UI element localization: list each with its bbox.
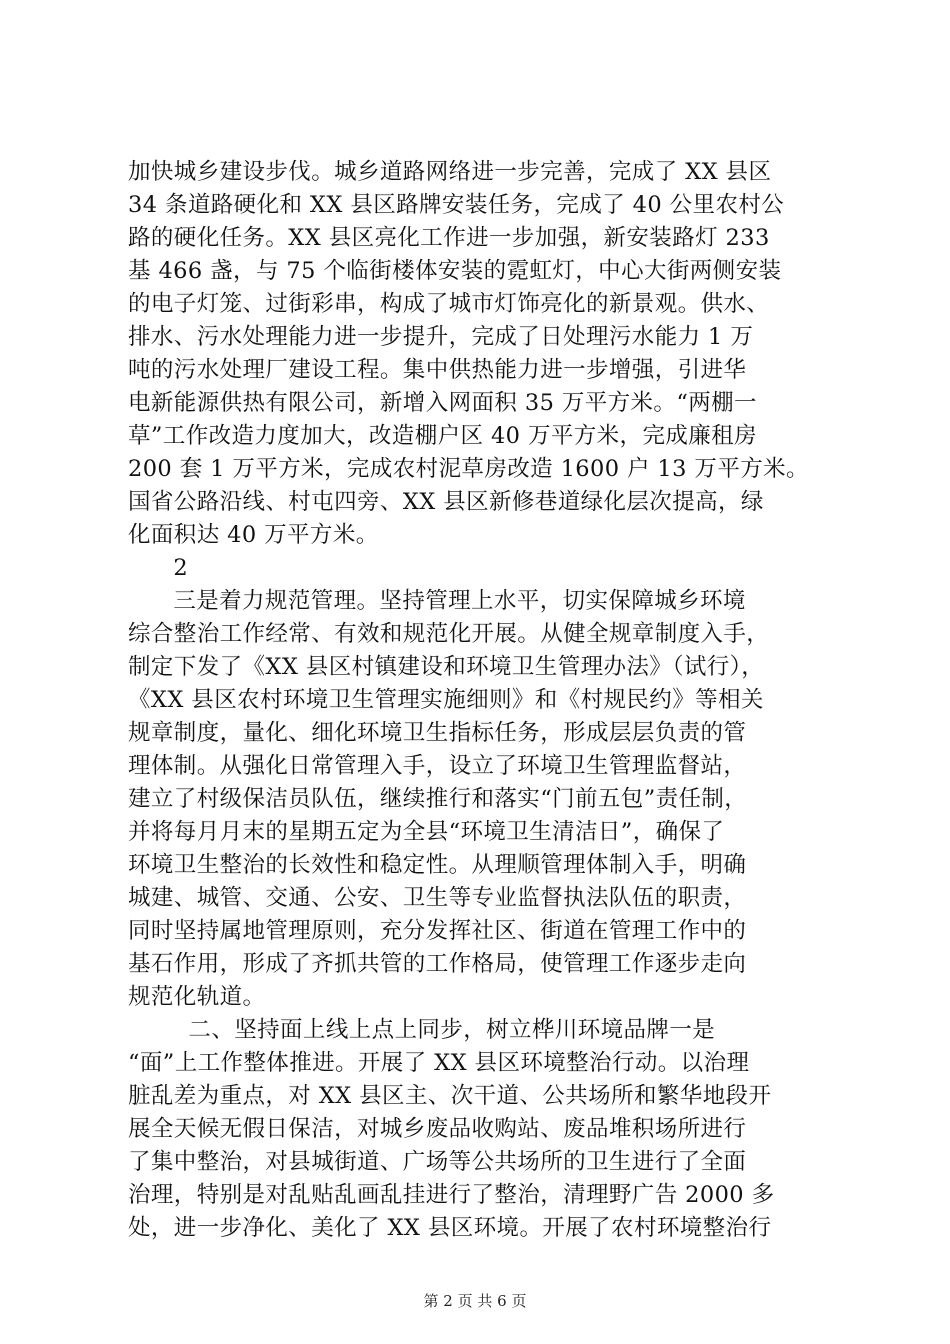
body-text [128, 156, 828, 1245]
text-line: 了集中整治，对县城街道、广场等公共场所的卫生进行了全面 [128, 1149, 747, 1175]
text-line: 路的硬化任务。XX 县区亮化工作进一步加强，新安装路灯 233 [128, 225, 770, 251]
text-line: 化面积达 40 万平方米。 [128, 522, 379, 548]
text-line: 三是着力规范管理。坚持管理上水平，切实保障城乡环境 [128, 588, 746, 614]
text-line: 排水、污水处理能力进一步提升，完成了日处理污水能力 1 万 [128, 324, 754, 350]
text-line: 并将每月月末的星期五定为全县“环境卫生清洁日”，确保了 [128, 819, 725, 845]
text-line: 吨的污水处理厂建设工程。集中供热能力进一步增强，引进华 [128, 357, 747, 383]
text-line: 《XX 县区农村环境卫生管理实施细则》和《村规民约》等相关 [128, 687, 764, 713]
text-line: 综合整治工作经常、有效和规范化开展。从健全规章制度入手， [128, 621, 770, 647]
text-line: 展全天候无假日保洁，对城乡废品收购站、废品堆积场所进行 [128, 1116, 747, 1142]
text-line: 同时坚持属地管理原则，充分发挥社区、街道在管理工作中的 [128, 918, 747, 944]
text-line: 城建、城管、交通、公安、卫生等专业监督执法队伍的职责， [128, 885, 747, 911]
text-line: 制定下发了《XX 县区村镇建设和环境卫生管理办法》（试行）， [128, 654, 765, 680]
text-line: 的电子灯笼、过街彩串，构成了城市灯饰亮化的新景观。供水、 [128, 291, 770, 317]
text-line: 规范化轨道。 [128, 984, 266, 1010]
text-line: 理体制。从强化日常管理入手，设立了环境卫生管理监督站， [128, 753, 747, 779]
text-line: 二、坚持面上线上点上同步，树立桦川环境品牌一是 [128, 1017, 716, 1043]
text-line: 基石作用，形成了齐抓共管的工作格局，使管理工作逐步走向 [128, 951, 747, 977]
text-line: 200 套 1 万平方米，完成农村泥草房改造 1600 户 13 万平方米。 [128, 456, 809, 482]
text-line: 规章制度，量化、细化环境卫生指标任务，形成层层负责的管 [128, 720, 747, 746]
text-line: 电新能源供热有限公司，新增入网面积 35 万平方米。“两棚一 [128, 390, 757, 416]
text-line: 34 条道路硬化和 XX 县区路牌安装任务，完成了 40 公里农村公 [128, 192, 785, 218]
text-line: 加快城乡建设步伐。城乡道路网络进一步完善，完成了 XX 县区 [128, 159, 772, 185]
text-line: 草”工作改造力度加大，改造棚户区 40 万平方米，完成廉租房 [128, 423, 757, 449]
text-line: 2 [128, 555, 189, 581]
text-line: “面”上工作整体推进。开展了 XX 县区环境整治行动。以治理 [128, 1050, 750, 1076]
page-footer: 第 2 页 共 6 页 [423, 1292, 527, 1310]
text-line: 基 466 盏，与 75 个临街楼体安装的霓虹灯，中心大街两侧安装 [128, 258, 782, 284]
text-line: 国省公路沿线、村屯四旁、XX 县区新修巷道绿化层次提高，绿 [128, 489, 764, 515]
text-line: 建立了村级保洁员队伍，继续推行和落实“门前五包”责任制， [128, 786, 748, 812]
text-line: 环境卫生整治的长效性和稳定性。从理顺管理体制入手，明确 [128, 852, 747, 878]
text-line: 脏乱差为重点，对 XX 县区主、次干道、公共场所和繁华地段开 [128, 1083, 772, 1109]
text-line: 治理，特别是对乱贴乱画乱挂进行了整治，清理野广告 2000 多 [128, 1182, 775, 1208]
text-line: 处，进一步净化、美化了 XX 县区环境。开展了农村环境整治行 [128, 1215, 772, 1241]
